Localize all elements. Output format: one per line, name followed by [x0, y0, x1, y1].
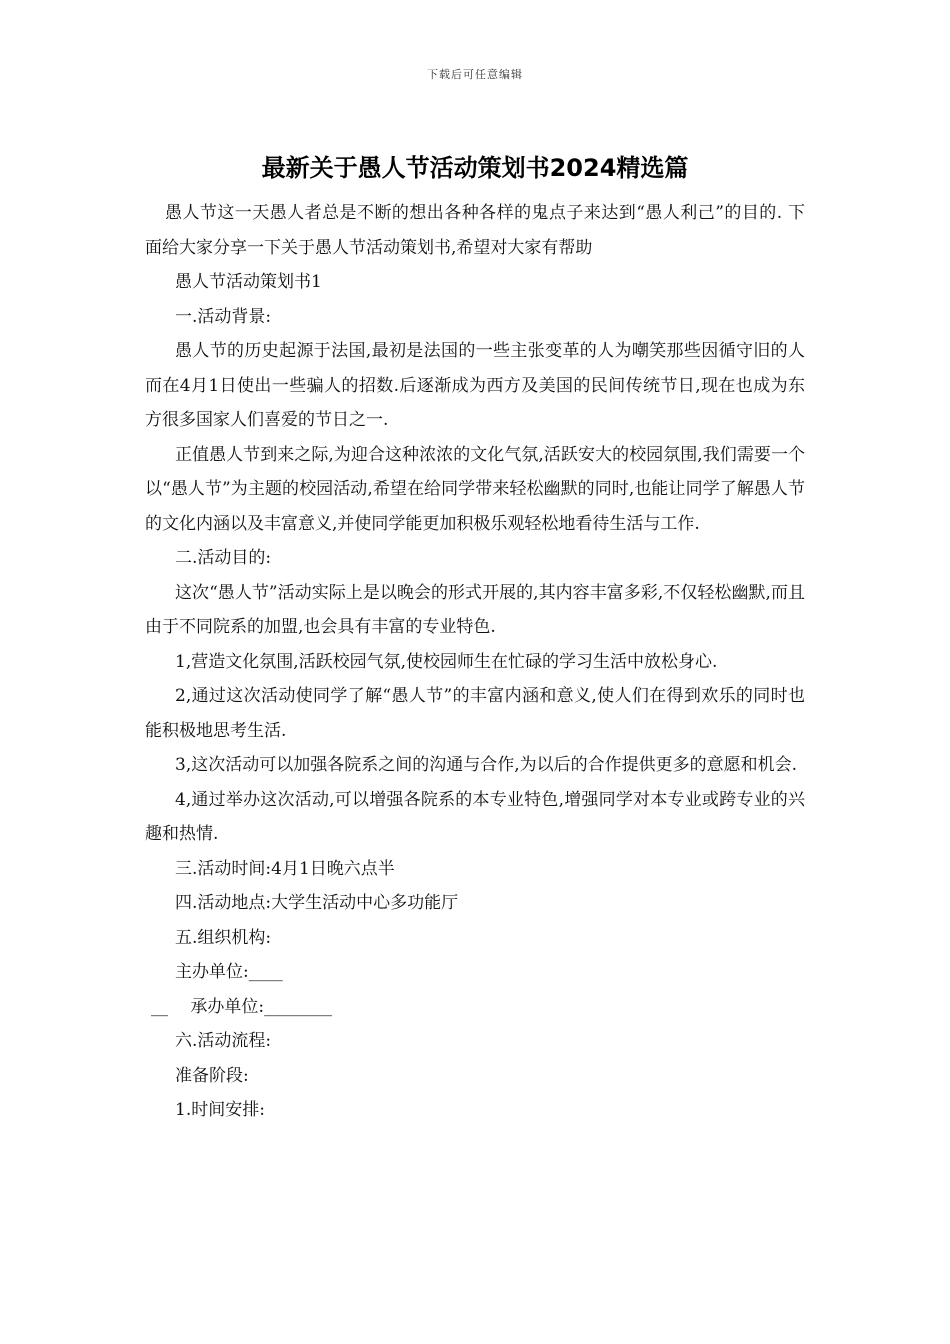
- section-heading: 二.活动目的:: [175, 548, 272, 568]
- section-heading: 愚人节活动策划书1: [175, 272, 322, 292]
- section-heading: 四.活动地点:大学生活动中心多功能厅: [175, 893, 459, 913]
- list-item: 3,这次活动可以加强各院系之间的沟通与合作,为以后的合作提供更多的意愿和机会.: [175, 755, 798, 775]
- sub-heading: 1.时间安排:: [175, 1100, 265, 1120]
- section-heading: 一.活动背景:: [175, 306, 272, 327]
- list-item: 2,通过这次活动使同学了解“愚人节”的丰富内涵和意义,使人们在得到欢乐的同时也能积极地思考生活.: [145, 686, 805, 741]
- sub-heading: 准备阶段:: [175, 1065, 249, 1086]
- section-heading: 三.活动时间:4月1日晚六点半: [175, 858, 395, 879]
- section-heading: 五.组织机构:: [175, 927, 272, 948]
- body-paragraph: 正值愚人节到来之际,为迎合这种浓浓的文化气氛,活跃安大的校园氛围,我们需要一个以“愚人节”为主题的校园活动,希望在给同学带来轻松幽默的同时,也能让同学了解愚人节的文化内涵以及丰富意义,并使同学能更加积极乐观轻松地看待生活与工作.: [145, 444, 805, 534]
- body-paragraph: 愚人节的历史起源于法国,最初是法国的一些主张变革的人为嘲笑那些因循守旧的人而在4月1日使出一些骗人的招数.后逐渐成为西方及美国的民间传统节日,现在也成为东方很多国家人们喜爱的节日之一.: [145, 341, 805, 430]
- organizer-line: 主办单位:____: [175, 962, 283, 982]
- header-note: 下载后可任意编辑: [427, 68, 523, 81]
- list-item: 1,营造文化氛围,活跃校园气氛,使校园师生在忙碌的学习生活中放松身心.: [175, 651, 718, 672]
- document-body: [145, 196, 805, 1128]
- section-heading: 六.活动流程:: [175, 1031, 272, 1051]
- body-paragraph: 这次“愚人节”活动实际上是以晚会的形式开展的,其内容丰富多彩,不仅轻松幽默,而且由于不同院系的加盟,也会具有丰富的专业特色.: [145, 582, 805, 637]
- list-item: 4,通过举办这次活动,可以增强各院系的本专业特色,增强同学对本专业或跨专业的兴趣和热情.: [145, 789, 805, 844]
- document-title: 最新关于愚人节活动策划书2024精选篇: [261, 154, 689, 182]
- co-organizer-line: __ 承办单位:________: [151, 996, 333, 1017]
- intro-paragraph: 愚人节这一天愚人者总是不断的想出各种各样的鬼点子来达到“愚人利己”的目的. 下面给大家分享一下关于愚人节活动策划书,希望对大家有帮助: [145, 203, 805, 258]
